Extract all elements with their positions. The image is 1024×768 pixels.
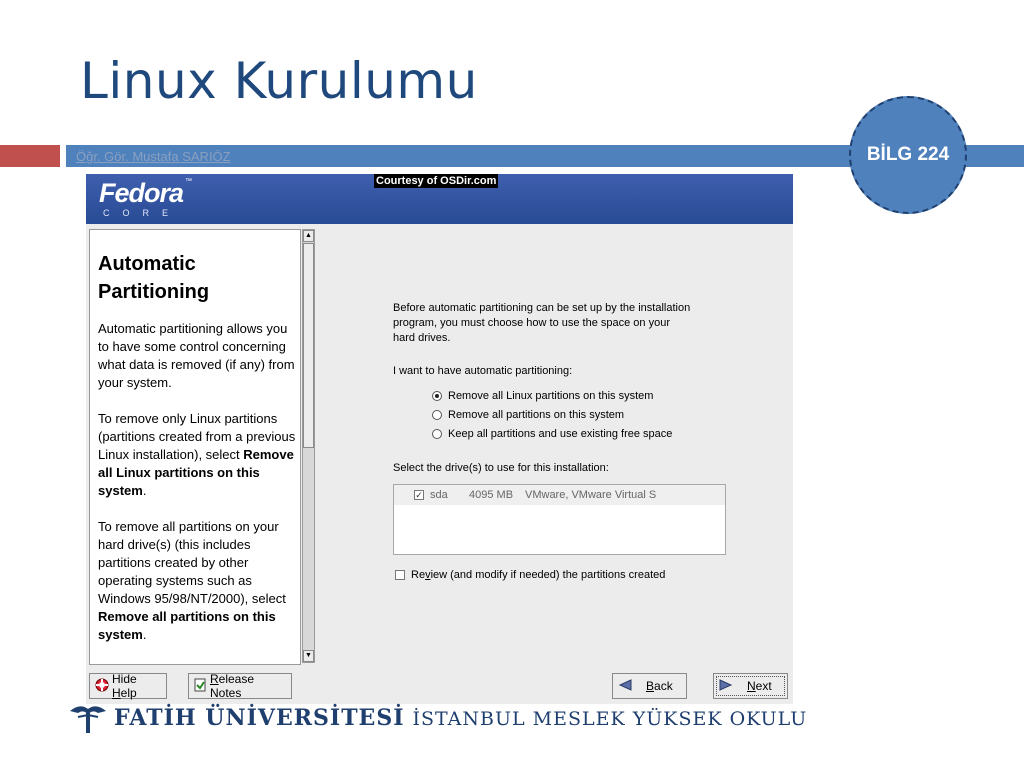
drive-model: VMware, VMware Virtual S: [525, 489, 657, 501]
next-label: Next: [747, 679, 772, 693]
radio-label: Remove all Linux partitions on this system: [448, 390, 654, 402]
radio-remove-all[interactable]: [432, 409, 624, 421]
courtesy-label: Courtesy of OSDir.com: [376, 175, 497, 187]
installer-window: [86, 174, 793, 704]
author-name: Öğr. Gör. Mustafa SARIÖZ: [76, 149, 231, 164]
help-scrollbar[interactable]: [302, 229, 315, 663]
lifebuoy-icon: [95, 678, 109, 695]
scroll-up-icon[interactable]: ▲: [303, 230, 314, 242]
help-title: Automatic Partitioning: [98, 253, 210, 303]
release-notes-button[interactable]: [188, 673, 292, 699]
next-button[interactable]: [713, 673, 788, 699]
hide-help-label: Hide Help: [112, 672, 137, 700]
help-paragraph-1: Automatic partitioning allows you to have some control concerning what data is removed (if any) from your system.: [98, 321, 295, 390]
intro-text: Before automatic partitioning can be set up by the installation program, you must choose how to use the space on your hard drives.: [393, 302, 691, 344]
drive-checkbox-icon[interactable]: ✓: [415, 490, 423, 500]
radio-icon-selected[interactable]: [432, 391, 442, 401]
next-arrow-icon: [719, 679, 733, 694]
review-checkbox-icon[interactable]: [395, 570, 405, 580]
drive-prompt: Select the drive(s) to use for this installation:: [393, 462, 609, 474]
scroll-thumb[interactable]: [303, 243, 314, 448]
help-pane: [89, 229, 301, 665]
drive-size: 4095 MB: [469, 489, 514, 501]
back-label: Back: [646, 679, 673, 693]
hide-help-button[interactable]: [89, 673, 167, 699]
course-badge: [849, 96, 967, 214]
document-icon: [194, 678, 207, 695]
fedora-logo-sub: CORE: [103, 208, 182, 218]
back-button[interactable]: [612, 673, 687, 699]
course-code: BİLG 224: [866, 144, 950, 165]
university-name: FATİH ÜNİVERSİTESİ İSTANBUL MESLEK YÜKSEK OKULU: [114, 705, 808, 731]
university-emblem-icon: [68, 703, 108, 740]
radio-keep-all[interactable]: [432, 428, 672, 440]
university-footer: [68, 703, 868, 737]
help-paragraph-3: To remove all partitions on your hard drive(s) (this includes partitions created by other operating systems such as Windows 95/98/NT/2000), select Remove all partitions on this system.: [98, 519, 286, 642]
help-text: [98, 320, 298, 662]
review-label: Review (and modify if needed) the partitions created: [411, 569, 666, 581]
drive-name: sda: [430, 489, 448, 501]
radio-label: Remove all partitions on this system: [448, 409, 625, 421]
scroll-down-icon[interactable]: ▼: [303, 650, 314, 662]
fedora-logo: Fedora ™: [99, 178, 192, 208]
back-arrow-icon: [618, 679, 632, 694]
radio-icon[interactable]: [432, 410, 442, 420]
accent-band-red: [0, 145, 60, 167]
help-paragraph-2: To remove only Linux partitions (partitions created from a previous Linux installation), select Remove all Linux partitions on this system.: [98, 411, 296, 498]
drive-list[interactable]: [393, 484, 726, 555]
slide-title: Linux Kurulumu: [80, 52, 478, 110]
review-checkbox-row[interactable]: [395, 569, 665, 581]
release-notes-label: Release Notes: [210, 672, 255, 700]
drive-row[interactable]: [394, 485, 725, 505]
radio-icon[interactable]: [432, 429, 442, 439]
partition-prompt: I want to have automatic partitioning:: [393, 365, 573, 377]
radio-label: Keep all partitions and use existing free space: [448, 428, 673, 440]
radio-remove-linux[interactable]: [432, 390, 653, 402]
